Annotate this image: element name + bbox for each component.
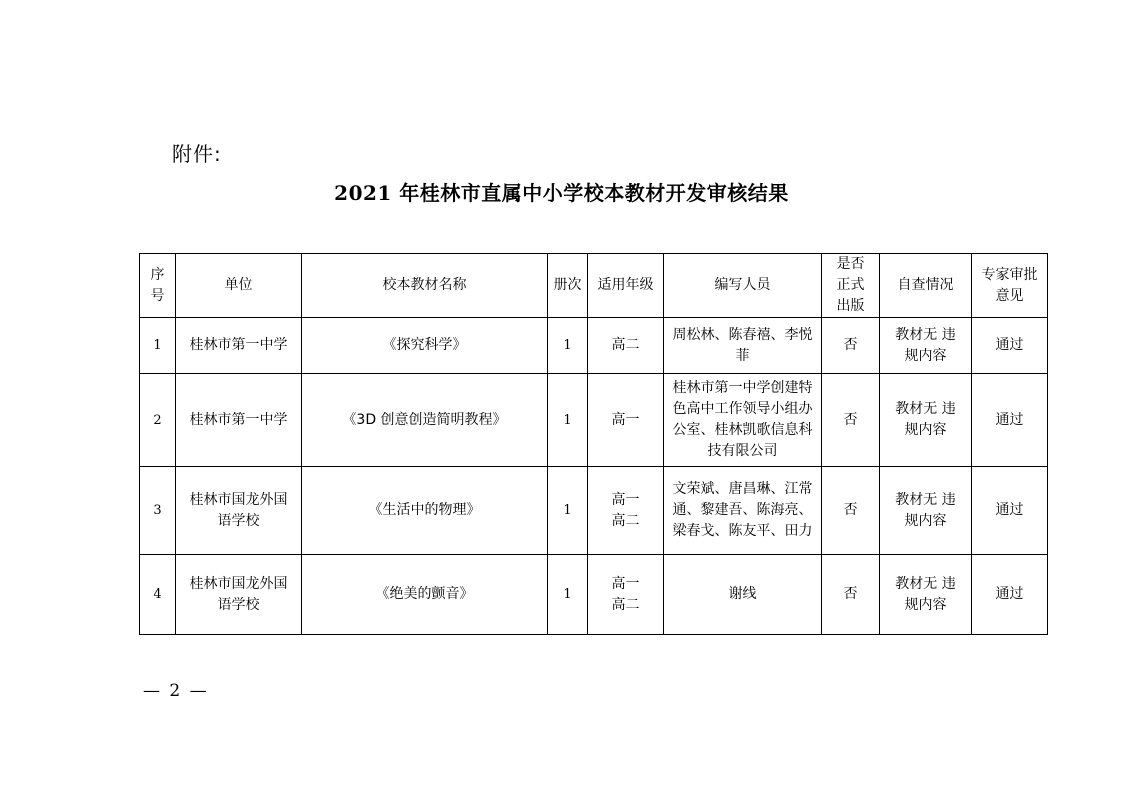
cell-expert: 通过 (972, 318, 1048, 374)
cell-published: 否 (822, 467, 880, 555)
cell-self-check: 教材无 违规内容 (880, 555, 972, 635)
cell-unit: 桂林市第一中学 (176, 318, 302, 374)
cell-no: 2 (140, 374, 176, 467)
cell-name: 《生活中的物理》 (302, 467, 548, 555)
table-row (140, 555, 1048, 635)
cell-grade: 高一 高二 (588, 467, 664, 555)
cell-grade: 高一 高二 (588, 555, 664, 635)
table-row (140, 318, 1048, 374)
header-self-check: 自查情况 (880, 254, 972, 318)
cell-expert: 通过 (972, 374, 1048, 467)
table-header-row (140, 254, 1048, 318)
cell-unit: 桂林市国龙外国语学校 (176, 555, 302, 635)
cell-no: 3 (140, 467, 176, 555)
cell-volumes: 1 (548, 374, 588, 467)
header-no: 序号 (140, 254, 176, 318)
cell-authors: 周松林、陈春禧、李悦菲 (664, 318, 822, 374)
attachment-label: 附件: (172, 142, 222, 166)
cell-published: 否 (822, 374, 880, 467)
cell-expert: 通过 (972, 467, 1048, 555)
cell-no: 4 (140, 555, 176, 635)
header-volumes: 册次 (548, 254, 588, 318)
cell-name: 《探究科学》 (302, 318, 548, 374)
table-row (140, 467, 1048, 555)
header-unit: 单位 (176, 254, 302, 318)
header-published: 是否正式出版 (822, 254, 880, 318)
cell-authors: 谢线 (664, 555, 822, 635)
header-grade: 适用年级 (588, 254, 664, 318)
cell-published: 否 (822, 318, 880, 374)
cell-published: 否 (822, 555, 880, 635)
cell-expert: 通过 (972, 555, 1048, 635)
cell-volumes: 1 (548, 555, 588, 635)
header-authors: 编写人员 (664, 254, 822, 318)
document-title: 2021 年桂林市直属中小学校本教材开发审核结果 (334, 181, 789, 205)
cell-self-check: 教材无 违规内容 (880, 467, 972, 555)
header-name: 校本教材名称 (302, 254, 548, 318)
cell-name: 《绝美的颤音》 (302, 555, 548, 635)
results-table (139, 253, 1048, 635)
cell-grade: 高一 (588, 374, 664, 467)
cell-volumes: 1 (548, 318, 588, 374)
cell-name: 《3D 创意创造简明教程》 (302, 374, 548, 467)
cell-no: 1 (140, 318, 176, 374)
cell-self-check: 教材无 违规内容 (880, 318, 972, 374)
page-number: — 2 — (143, 681, 209, 701)
cell-grade: 高二 (588, 318, 664, 374)
cell-unit: 桂林市第一中学 (176, 374, 302, 467)
cell-authors: 文荣斌、唐昌琳、江常通、黎建吾、陈海亮、梁春戈、陈友平、田力 (664, 467, 822, 555)
cell-unit: 桂林市国龙外国语学校 (176, 467, 302, 555)
cell-volumes: 1 (548, 467, 588, 555)
table-row (140, 374, 1048, 467)
header-expert: 专家审批意见 (972, 254, 1048, 318)
cell-self-check: 教材无 违规内容 (880, 374, 972, 467)
cell-authors: 桂林市第一中学创建特色高中工作领导小组办公室、桂林凯歌信息科技有限公司 (664, 374, 822, 467)
